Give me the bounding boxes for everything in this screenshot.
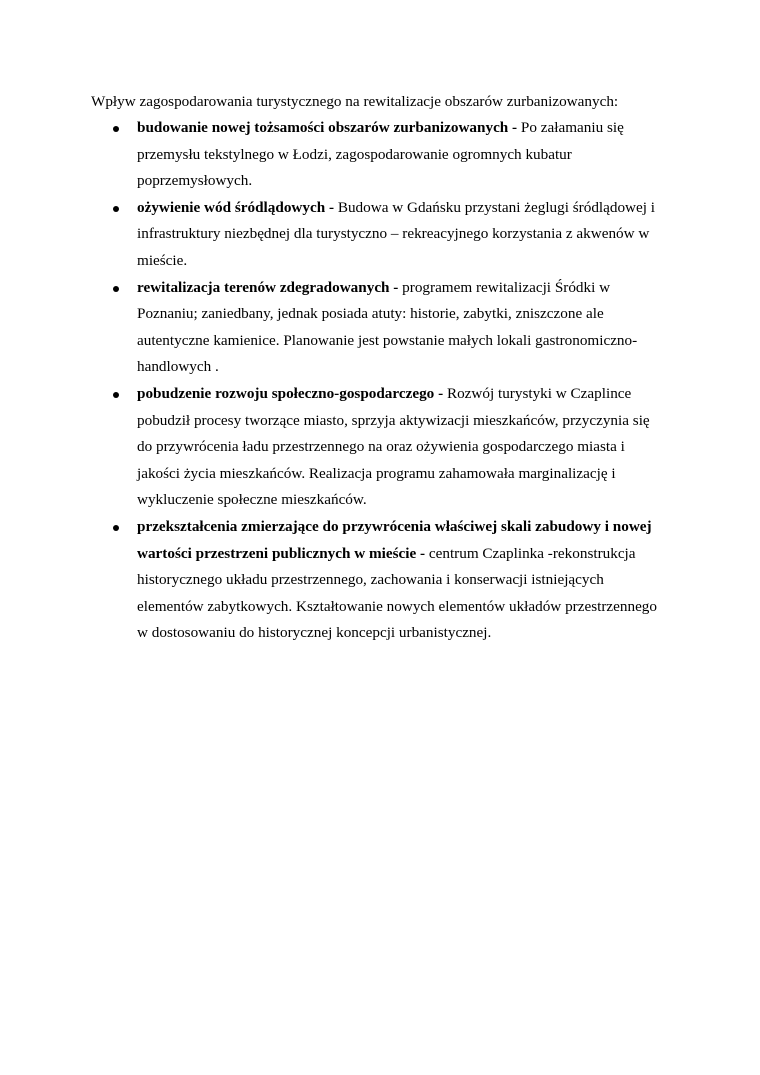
text-line <box>137 461 672 488</box>
text-line <box>137 248 672 275</box>
text-line <box>137 221 672 248</box>
body-text: poprzemysłowych. <box>137 172 253 190</box>
list-item <box>137 275 672 381</box>
text-line <box>137 487 672 514</box>
bold-term: wartości przestrzeni publicznych w mieście - <box>137 544 426 562</box>
text-line <box>137 594 672 621</box>
body-text: Poznaniu; zaniedbany, jednak posiada atuty: historie, zabytki, zniszczone ale <box>137 305 604 323</box>
text-line <box>137 142 672 169</box>
bold-term: rewitalizacja terenów zdegradowanych - <box>137 278 399 296</box>
intro-paragraph: Wpływ zagospodarowania turystycznego na rewitalizacje obszarów zurbanizowanych: <box>91 93 619 110</box>
text-line <box>137 115 672 142</box>
bold-term: przekształcenia zmierzające do przywrócenia właściwej skali zabudowy i nowej <box>137 517 652 535</box>
text-line <box>137 514 672 541</box>
text-line <box>137 168 672 195</box>
text-line <box>137 434 672 461</box>
bullet-icon <box>113 392 119 398</box>
body-text: elementów zabytkowych. Kształtowanie nowych elementów układów przestrzennego <box>137 597 657 615</box>
body-text: jakości życia mieszkańców. Realizacja programu zahamowała marginalizację i <box>137 464 616 482</box>
body-text: wykluczenie społeczne mieszkańców. <box>137 491 367 509</box>
body-text: w dostosowaniu do historycznej koncepcji urbanistycznej. <box>137 624 492 642</box>
text-line <box>137 567 672 594</box>
text-line <box>137 275 672 302</box>
text-line <box>137 381 672 408</box>
list-item <box>137 195 672 275</box>
body-text: handlowych . <box>137 358 219 376</box>
list-item <box>137 115 672 195</box>
bullet-icon <box>113 286 119 292</box>
body-text: Rozwój turystyki w Czaplince <box>443 384 632 402</box>
list-item <box>137 514 672 647</box>
body-text: centrum Czaplinka -rekonstrukcja <box>425 544 636 562</box>
body-text: Budowa w Gdańsku przystani żeglugi śródlądowej i <box>334 198 655 216</box>
text-line <box>137 354 672 381</box>
bold-term: budowanie nowej tożsamości obszarów zurbanizowanych - <box>137 119 518 136</box>
text-line <box>137 301 672 328</box>
body-text: Po załamaniu się <box>517 119 624 136</box>
body-text: historycznego układu przestrzennego, zachowania i konserwacji istniejących <box>137 571 604 589</box>
body-text: do przywrócenia ładu przestrzennego na oraz ożywienia gospodarczego miasta i <box>137 438 625 456</box>
text-line <box>137 620 672 647</box>
bullet-icon <box>113 206 119 212</box>
body-text: pobudził procesy tworzące miasto, sprzyja aktywizacji mieszkańców, przyczynia się <box>137 411 650 429</box>
bullet-icon <box>113 525 119 531</box>
text-line <box>137 541 672 568</box>
body-text: autentyczne kamienice. Planowanie jest powstanie małych lokali gastronomiczno- <box>137 331 638 349</box>
list-item <box>137 381 672 514</box>
bold-term: pobudzenie rozwoju społeczno-gospodarczego - <box>137 384 444 402</box>
bold-term: ożywienie wód śródlądowych - <box>137 198 335 216</box>
body-text: mieście. <box>137 251 188 269</box>
body-text: infrastruktury niezbędnej dla turystyczno – rekreacyjnego korzystania z akwenów w <box>137 225 650 243</box>
body-text: przemysłu tekstylnego w Łodzi, zagospodarowanie ogromnych kubatur <box>137 145 572 163</box>
text-line <box>137 195 672 222</box>
bullet-icon <box>113 126 119 132</box>
text-line <box>137 408 672 435</box>
body-text: programem rewitalizacji Śródki w <box>398 278 611 296</box>
text-line <box>137 328 672 355</box>
bullet-list <box>137 115 672 647</box>
